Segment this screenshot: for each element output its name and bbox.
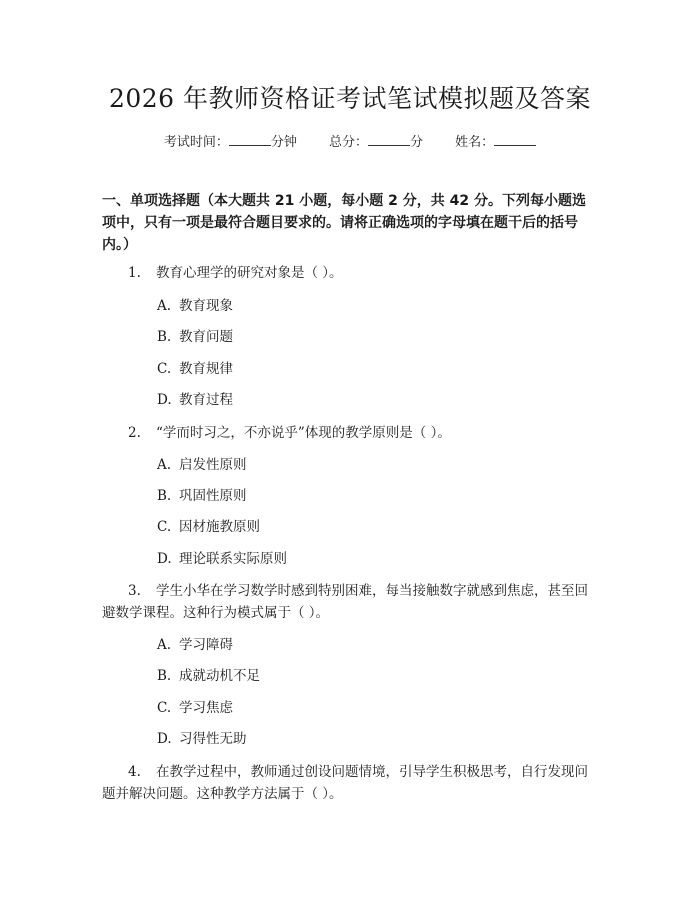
exam-time-label: 考试时间：	[163, 135, 229, 150]
option-text: 启发性原则	[179, 457, 247, 473]
question-text-line1: 在教学过程中，教师通过创设问题情境，引导学生积极思考，自行发现问	[156, 764, 588, 780]
option-letter: D.	[157, 551, 172, 567]
option-text: 教育现象	[179, 298, 233, 314]
option-1c	[157, 358, 233, 380]
option-letter: B.	[157, 329, 172, 345]
question-1	[102, 262, 602, 284]
question-text-line2: 题并解决问题。这种教学方法属于（ ）。	[102, 786, 343, 802]
option-text: 习得性无助	[179, 731, 247, 747]
option-letter: A.	[157, 298, 172, 314]
question-number: 1.	[128, 265, 141, 281]
option-letter: B.	[157, 488, 172, 504]
option-letter: C.	[157, 700, 172, 716]
option-text: 教育问题	[179, 329, 233, 345]
section-heading: 一、单项选择题（本大题共 21 小题，每小题 2 分，共 42 分。下列每小题选项中，只有一项是最符合题目要求的。请将正确选项的字母填在题干后的括号内。）	[102, 193, 586, 253]
option-letter: D.	[157, 392, 172, 408]
option-letter: D.	[157, 731, 172, 747]
question-text: “学而时习之，不亦说乎”体现的教学原则是（ ）。	[156, 425, 451, 441]
option-3b	[157, 665, 260, 687]
option-letter: C.	[157, 519, 172, 535]
option-2a	[157, 454, 247, 476]
question-3	[102, 580, 602, 602]
option-text: 理论联系实际原则	[179, 551, 287, 567]
option-text: 学习障碍	[179, 637, 233, 653]
question-4	[102, 761, 602, 783]
question-number: 3.	[128, 583, 141, 599]
option-letter: B.	[157, 668, 172, 684]
page-title: 2026 年教师资格证考试笔试模拟题及答案	[108, 84, 592, 113]
total-score-unit: 分	[410, 135, 424, 150]
option-2b	[157, 485, 247, 507]
exam-time-blank	[229, 131, 271, 146]
option-1b	[157, 326, 233, 348]
option-letter: A.	[157, 637, 172, 653]
question-3-cont	[102, 602, 602, 624]
option-text: 学习焦虑	[179, 700, 233, 716]
exam-time-unit: 分钟	[270, 135, 297, 150]
option-text: 成就动机不足	[179, 668, 260, 684]
option-text: 巩固性原则	[179, 488, 247, 504]
option-3c	[157, 697, 233, 719]
exam-meta-line	[0, 131, 700, 153]
exam-time-field	[164, 131, 297, 153]
name-field	[455, 131, 536, 153]
option-text: 教育过程	[179, 392, 233, 408]
option-letter: C.	[157, 361, 172, 377]
option-3d	[157, 728, 247, 750]
option-3a	[157, 634, 233, 656]
option-letter: A.	[157, 457, 172, 473]
option-2c	[157, 516, 260, 538]
total-score-blank	[368, 131, 410, 146]
question-text-line2: 避数学课程。这种行为模式属于（ ）。	[102, 605, 330, 621]
name-label: 姓名：	[455, 135, 495, 150]
option-text: 教育规律	[179, 361, 233, 377]
total-score-field	[329, 131, 423, 153]
question-number: 4.	[128, 764, 141, 780]
question-number: 2.	[128, 425, 141, 441]
name-blank	[494, 131, 536, 146]
question-text-line1: 学生小华在学习数学时感到特别困难，每当接触数字就感到焦虑，甚至回	[156, 583, 588, 599]
option-2d	[157, 548, 287, 570]
option-1a	[157, 295, 233, 317]
total-score-label: 总分：	[328, 135, 368, 150]
question-2	[102, 422, 602, 444]
question-4-cont	[102, 783, 602, 805]
option-text: 因材施教原则	[179, 519, 260, 535]
question-text: 教育心理学的研究对象是（ ）。	[156, 265, 343, 281]
option-1d	[157, 389, 233, 411]
